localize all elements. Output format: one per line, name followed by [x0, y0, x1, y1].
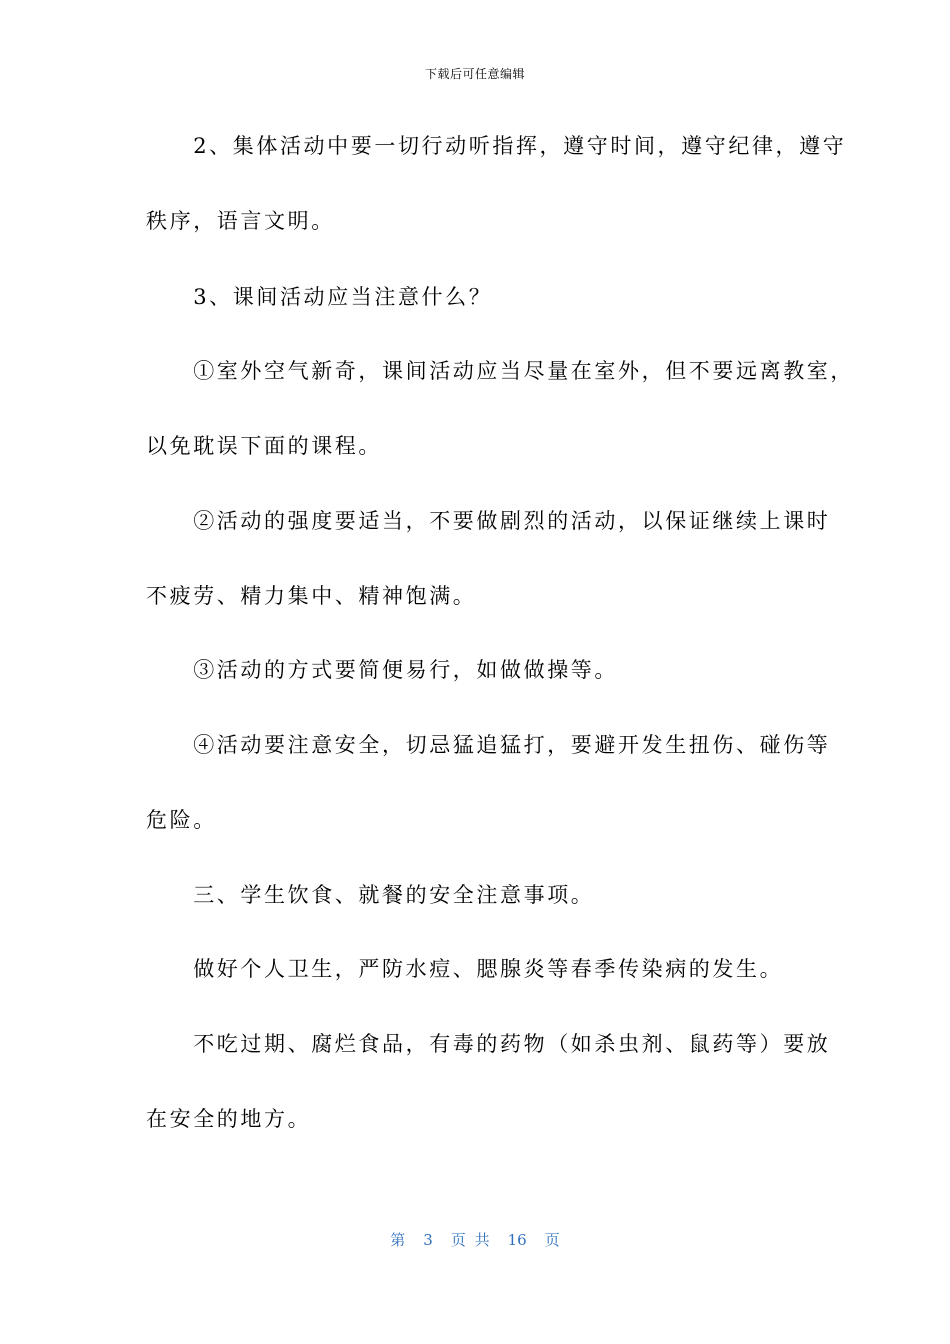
footer-total-pages: 16 [507, 1231, 527, 1249]
paragraph-line-7: 不疲劳、精力集中、精神饱满。 [146, 584, 477, 608]
page-header-note: 下载后可任意编辑 [424, 67, 525, 81]
paragraph-line-8: ③活动的方式要简便易行，如做做操等。 [146, 658, 618, 682]
paragraph-line-10: 危险。 [146, 808, 217, 832]
paragraph-line-2: 秩序，语言文明。 [146, 209, 335, 233]
paragraph-line-4: ①室外空气新奇，课间活动应当尽量在室外，但不要远离教室， [146, 359, 854, 383]
paragraph-line-14: 在安全的地方。 [146, 1107, 312, 1131]
paragraph-line-6: ②活动的强度要适当，不要做剧烈的活动，以保证继续上课时 [146, 509, 831, 533]
paragraph-line-13: 不吃过期、腐烂食品，有毒的药物（如杀虫剂、鼠药等）要放 [146, 1032, 831, 1056]
paragraph-line-9: ④活动要注意安全，切忌猛追猛打，要避开发生扭伤、碰伤等 [146, 733, 831, 757]
paragraph-line-12: 做好个人卫生，严防水痘、腮腺炎等春季传染病的发生。 [146, 957, 784, 981]
footer-suffix: 页 [544, 1231, 560, 1249]
page-footer [0, 1230, 950, 1250]
section-heading-san: 三、学生饮食、就餐的安全注意事项。 [146, 883, 595, 907]
footer-middle: 页 共 [450, 1231, 490, 1249]
section-heading-3: 3、课间活动应当注意什么？ [146, 285, 493, 309]
paragraph-line-5: 以免耽误下面的课程。 [146, 434, 382, 458]
paragraph-line-1: 2、集体活动中要一切行动听指挥，遵守时间，遵守纪律，遵守 [146, 134, 847, 158]
footer-current-page: 3 [423, 1231, 433, 1249]
footer-prefix: 第 [390, 1231, 406, 1249]
